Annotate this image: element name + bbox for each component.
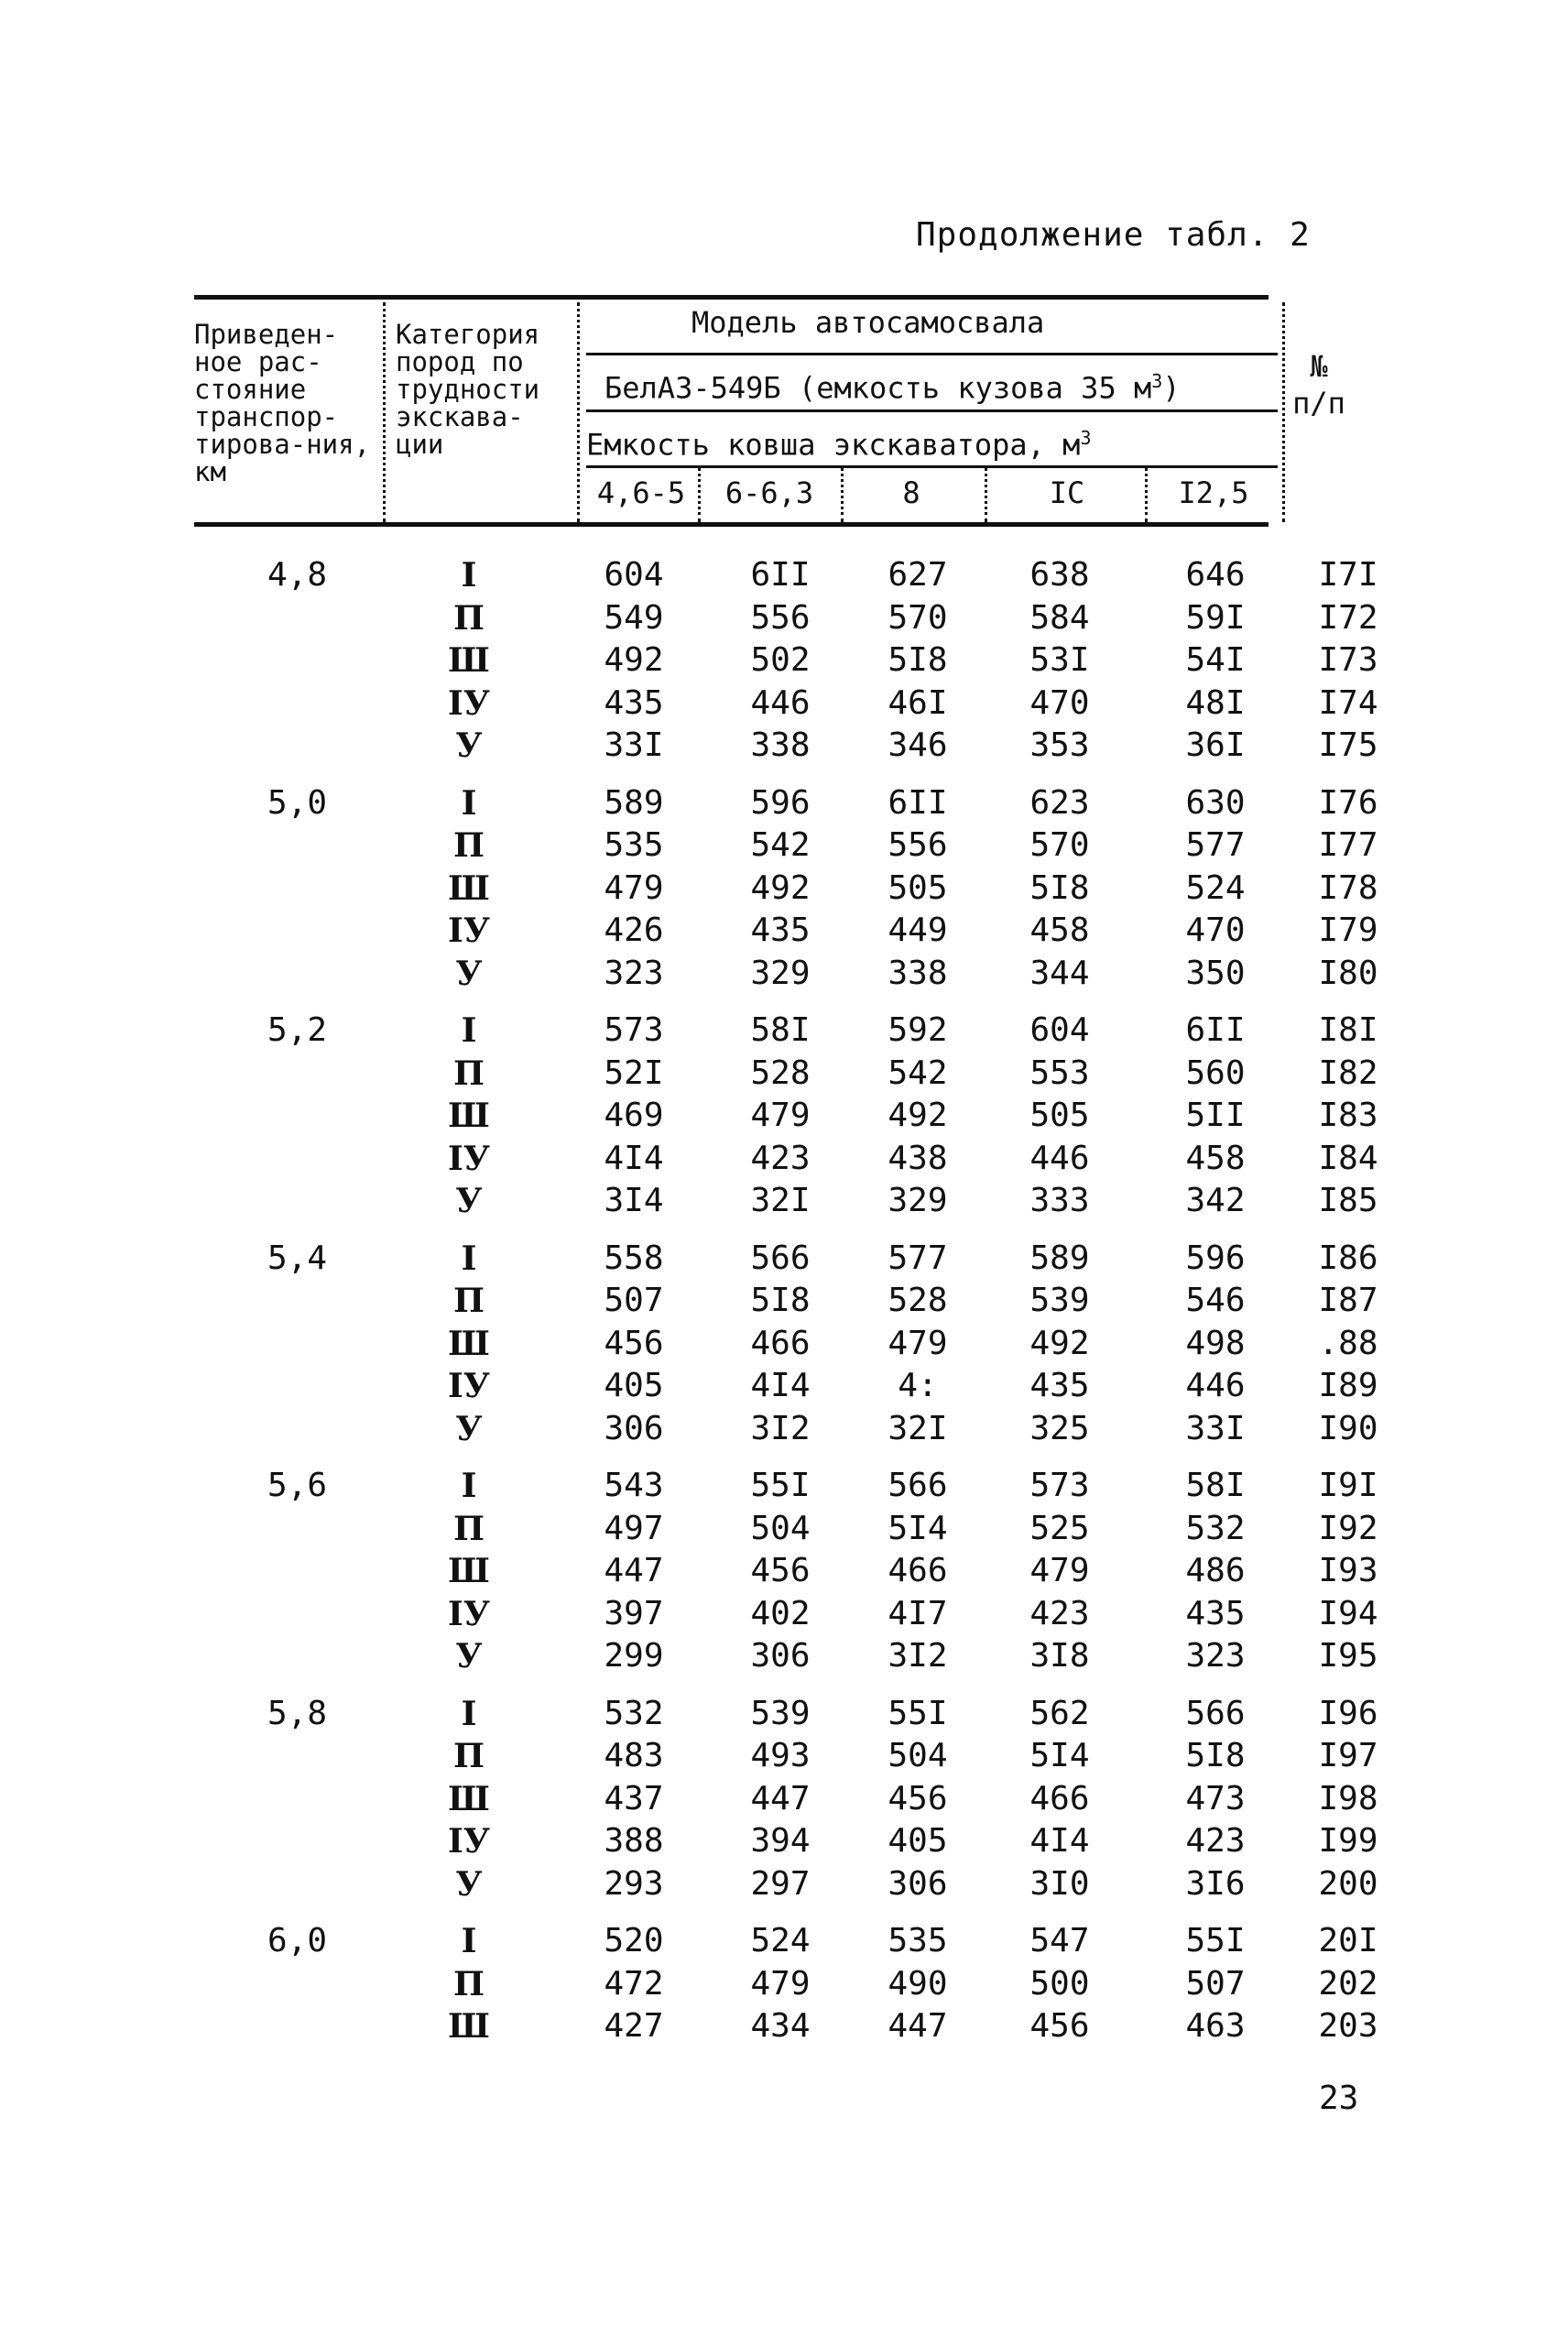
value-cell: 437: [604, 1779, 664, 1817]
rock-category: I: [461, 1467, 477, 1505]
value-cell: 560: [1185, 1053, 1246, 1092]
value-cell: 497: [604, 1509, 664, 1547]
table-row: [194, 824, 1378, 867]
value-cell: 596: [750, 783, 811, 822]
value-cell: 502: [750, 641, 811, 679]
row-number: 20I: [1318, 1922, 1378, 1959]
value-cell: 562: [1029, 1694, 1090, 1732]
value-cell: 427: [604, 2007, 664, 2045]
value-cell: 434: [750, 2007, 811, 2045]
rock-category: П: [453, 1964, 485, 2003]
value-cell: 447: [604, 1552, 664, 1589]
row-number: I93: [1318, 1552, 1378, 1589]
rock-category: I: [461, 1694, 477, 1733]
table-row: [194, 782, 1378, 824]
value-cell: 570: [1029, 826, 1090, 864]
value-cell: 524: [750, 1922, 811, 1959]
value-cell: 498: [1185, 1324, 1246, 1362]
rock-category: IУ: [447, 683, 491, 723]
value-cell: 638: [1029, 556, 1090, 594]
value-cell: 504: [887, 1737, 948, 1774]
value-cell: 577: [1185, 826, 1246, 864]
row-number: I89: [1318, 1367, 1378, 1404]
row-number: I72: [1318, 598, 1378, 637]
value-cell: 466: [750, 1324, 811, 1362]
row-number: I8I: [1318, 1011, 1378, 1049]
value-cell: 4I4: [750, 1367, 811, 1404]
value-cell: 532: [1185, 1509, 1246, 1547]
header-rule: [586, 465, 1278, 468]
value-cell: 3I4: [604, 1182, 664, 1219]
value-cell: 3I2: [750, 1409, 811, 1447]
value-cell: 627: [887, 556, 948, 594]
value-cell: 470: [1029, 683, 1090, 722]
value-cell: 33I: [604, 726, 664, 764]
value-cell: 546: [1185, 1282, 1246, 1319]
value-cell: 5I8: [1029, 868, 1090, 907]
value-cell: 346: [887, 726, 948, 764]
table-row: [194, 1863, 1378, 1905]
header-category: Категория пород по трудности экскава-ции: [396, 319, 540, 460]
distance-value: 5,4: [267, 1239, 328, 1277]
value-cell: 505: [887, 868, 948, 907]
header-divider: [383, 302, 386, 522]
value-cell: 466: [887, 1552, 948, 1589]
value-cell: 5I4: [1029, 1737, 1090, 1774]
row-number: I92: [1318, 1509, 1378, 1547]
value-cell: 566: [887, 1467, 948, 1504]
value-cell: 32I: [750, 1182, 811, 1219]
header-truck: БелАЗ-549Б (емкость кузова 35 $м^3$): [604, 370, 1181, 406]
value-cell: 469: [604, 1097, 664, 1134]
rock-category: Ш: [448, 1779, 490, 1818]
table-row: [194, 1635, 1378, 1677]
value-cell: 48I: [1185, 683, 1246, 722]
value-cell: 492: [604, 641, 664, 679]
value-cell: 577: [887, 1239, 948, 1277]
rock-category: I: [461, 1922, 477, 1960]
value-cell: 535: [887, 1922, 948, 1959]
value-cell: 532: [604, 1694, 664, 1732]
row-number: I75: [1318, 726, 1378, 764]
header-divider: [698, 467, 701, 522]
header-distance: Приведен-ное рас-стояние транспор-тирова-ния, км: [194, 319, 371, 487]
row-number: I86: [1318, 1239, 1378, 1277]
value-cell: 479: [604, 868, 664, 907]
table-row: [194, 1735, 1378, 1777]
value-cell: 507: [1185, 1964, 1246, 2003]
value-cell: 58I: [1185, 1467, 1246, 1504]
row-number: I80: [1318, 954, 1378, 992]
header-col-5: I2,5: [1178, 475, 1249, 510]
rock-category: IУ: [447, 911, 491, 950]
header-model: Модель автосамосвала: [691, 305, 1045, 340]
value-cell: 504: [750, 1509, 811, 1547]
table-row: [194, 1778, 1378, 1820]
value-cell: 589: [1029, 1239, 1090, 1277]
value-cell: 473: [1185, 1779, 1246, 1817]
rock-category: У: [455, 1637, 483, 1676]
rock-category: П: [453, 1053, 485, 1093]
value-cell: 463: [1185, 2007, 1246, 2045]
rock-category: У: [455, 1409, 483, 1448]
table-row: [194, 868, 1378, 910]
header-col-3: 8: [902, 475, 920, 510]
value-cell: 59I: [1185, 598, 1246, 637]
header-divider: [1145, 467, 1148, 522]
value-cell: 5I8: [750, 1282, 811, 1319]
value-cell: 4I7: [887, 1594, 948, 1632]
value-cell: 58I: [750, 1011, 811, 1049]
table-row: [194, 725, 1378, 767]
value-cell: 405: [887, 1822, 948, 1860]
value-cell: 535: [604, 826, 664, 864]
table-row: [194, 1180, 1378, 1222]
header-rule: [586, 409, 1278, 412]
row-number: .88: [1318, 1324, 1378, 1362]
value-cell: 525: [1029, 1509, 1090, 1547]
value-cell: 570: [887, 598, 948, 637]
value-cell: 446: [1185, 1367, 1246, 1404]
table-row: [194, 1010, 1378, 1052]
rock-category: П: [453, 826, 485, 865]
value-cell: 458: [1029, 911, 1090, 949]
value-cell: 293: [604, 1864, 664, 1903]
rock-category: IУ: [447, 1822, 491, 1861]
table-row: [194, 1095, 1378, 1137]
value-cell: 344: [1029, 954, 1090, 992]
row-number: I90: [1318, 1409, 1378, 1447]
row-number: I98: [1318, 1779, 1378, 1817]
value-cell: 479: [1029, 1552, 1090, 1589]
value-cell: 5I8: [1185, 1737, 1246, 1774]
header-divider: [1282, 302, 1285, 522]
header-divider: [985, 467, 987, 522]
rock-category: У: [455, 954, 483, 993]
header-number: № п/п: [1292, 349, 1345, 420]
value-cell: 325: [1029, 1409, 1090, 1447]
value-cell: 458: [1185, 1139, 1246, 1177]
row-number: I94: [1318, 1594, 1378, 1632]
row-number: I73: [1318, 641, 1378, 679]
value-cell: 573: [604, 1011, 664, 1049]
header-bucket: Емкость ковша экскаватора, $м^3$: [586, 427, 1092, 463]
value-cell: 479: [887, 1324, 948, 1362]
value-cell: 539: [1029, 1282, 1090, 1319]
value-cell: 456: [887, 1779, 948, 1817]
row-number: I82: [1318, 1053, 1378, 1092]
table-caption: Продолжение табл. 2: [916, 216, 1311, 254]
value-cell: 4:: [898, 1367, 938, 1404]
rock-category: Ш: [448, 1552, 490, 1590]
value-cell: 353: [1029, 726, 1090, 764]
rock-category: У: [455, 1182, 483, 1220]
value-cell: 306: [750, 1637, 811, 1675]
value-cell: 528: [887, 1282, 948, 1319]
rock-category: П: [453, 1737, 485, 1775]
value-cell: 338: [750, 726, 811, 764]
page-number: 23: [1319, 2079, 1359, 2117]
rock-category: I: [461, 1011, 477, 1050]
value-cell: 556: [887, 826, 948, 864]
value-cell: 423: [1185, 1822, 1246, 1860]
value-cell: 306: [887, 1864, 948, 1903]
value-cell: 479: [750, 1964, 811, 2003]
table-header-rule: [194, 522, 1269, 527]
row-number: I87: [1318, 1282, 1378, 1319]
rock-category: У: [455, 726, 483, 765]
distance-value: 5,6: [267, 1467, 328, 1504]
rock-category: I: [461, 556, 477, 595]
table-row: [194, 1323, 1378, 1365]
row-number: 200: [1318, 1864, 1378, 1903]
table-row: [194, 1238, 1378, 1280]
value-cell: 435: [1185, 1594, 1246, 1632]
rock-category: Ш: [448, 1097, 490, 1135]
row-number: I9I: [1318, 1467, 1378, 1504]
value-cell: 592: [887, 1011, 948, 1049]
value-cell: 553: [1029, 1053, 1090, 1092]
value-cell: 604: [604, 556, 664, 594]
value-cell: 342: [1185, 1182, 1246, 1219]
value-cell: 333: [1029, 1182, 1090, 1219]
table-row: [194, 1593, 1378, 1635]
value-cell: 46I: [887, 683, 948, 722]
value-cell: 297: [750, 1864, 811, 1903]
header-rule: [586, 353, 1278, 355]
table-row: [194, 639, 1378, 682]
row-number: 203: [1318, 2007, 1378, 2045]
value-cell: 542: [887, 1053, 948, 1092]
value-cell: 483: [604, 1737, 664, 1774]
value-cell: 456: [750, 1552, 811, 1589]
value-cell: 435: [750, 911, 811, 949]
table-row: [194, 597, 1378, 639]
value-cell: 388: [604, 1822, 664, 1860]
value-cell: 604: [1029, 1011, 1090, 1049]
row-number: I74: [1318, 683, 1378, 722]
value-cell: 397: [604, 1594, 664, 1632]
rock-category: П: [453, 598, 485, 638]
header-col-2: 6-6,3: [724, 475, 814, 510]
value-cell: 4I4: [1029, 1822, 1090, 1860]
distance-value: 4,8: [267, 556, 328, 594]
value-cell: 493: [750, 1737, 811, 1774]
value-cell: 423: [1029, 1594, 1090, 1632]
table-row: [194, 1963, 1378, 2005]
table-row: [194, 1508, 1378, 1550]
row-number: I83: [1318, 1097, 1378, 1134]
value-cell: 435: [604, 683, 664, 722]
table-row: [194, 1820, 1378, 1862]
value-cell: 447: [887, 2007, 948, 2045]
rock-category: IУ: [447, 1139, 491, 1178]
value-cell: 55I: [750, 1467, 811, 1504]
value-cell: 329: [887, 1182, 948, 1219]
value-cell: 646: [1185, 556, 1246, 594]
value-cell: 36I: [1185, 726, 1246, 764]
distance-value: 5,2: [267, 1011, 328, 1049]
table-row: [194, 1408, 1378, 1450]
header-divider: [577, 302, 580, 522]
value-cell: 623: [1029, 783, 1090, 822]
rock-category: I: [461, 1239, 477, 1278]
value-cell: 492: [887, 1097, 948, 1134]
table-row: [194, 1465, 1378, 1507]
value-cell: 299: [604, 1637, 664, 1675]
rock-category: Ш: [448, 2007, 490, 2046]
value-cell: 500: [1029, 1964, 1090, 2003]
row-number: I79: [1318, 911, 1378, 949]
table-row: [194, 1365, 1378, 1407]
table-row: [194, 1138, 1378, 1180]
header-divider: [841, 467, 844, 522]
value-cell: 528: [750, 1053, 811, 1092]
table-row: [194, 1920, 1378, 1962]
table-row: [194, 910, 1378, 952]
value-cell: 549: [604, 598, 664, 637]
value-cell: 426: [604, 911, 664, 949]
rock-category: Ш: [448, 1324, 490, 1363]
value-cell: 5II: [1185, 1097, 1246, 1134]
distance-value: 6,0: [267, 1922, 328, 1959]
row-number: I7I: [1318, 556, 1378, 594]
value-cell: 323: [1185, 1637, 1246, 1675]
value-cell: 558: [604, 1239, 664, 1277]
value-cell: 32I: [887, 1409, 948, 1447]
rock-category: Ш: [448, 868, 490, 908]
rock-category: П: [453, 1509, 485, 1548]
value-cell: 520: [604, 1922, 664, 1959]
value-cell: 492: [1029, 1324, 1090, 1362]
value-cell: 547: [1029, 1922, 1090, 1959]
table-top-rule: [194, 295, 1269, 300]
value-cell: 3I6: [1185, 1864, 1246, 1903]
row-number: I76: [1318, 783, 1378, 822]
value-cell: 33I: [1185, 1409, 1246, 1447]
value-cell: 323: [604, 954, 664, 992]
row-number: I84: [1318, 1139, 1378, 1177]
value-cell: 492: [750, 868, 811, 907]
row-number: I78: [1318, 868, 1378, 907]
value-cell: 54I: [1185, 641, 1246, 679]
row-number: I95: [1318, 1637, 1378, 1675]
value-cell: 630: [1185, 783, 1246, 822]
value-cell: 456: [1029, 2007, 1090, 2045]
table-row: [194, 1693, 1378, 1735]
row-number: I77: [1318, 826, 1378, 864]
value-cell: 543: [604, 1467, 664, 1504]
rock-category: П: [453, 1282, 485, 1320]
rock-category: IУ: [447, 1594, 491, 1633]
value-cell: 6II: [1185, 1011, 1246, 1049]
table-row: [194, 953, 1378, 995]
value-cell: 3I8: [1029, 1637, 1090, 1675]
value-cell: 402: [750, 1594, 811, 1632]
table-row: [194, 1053, 1378, 1095]
table-row: [194, 2005, 1378, 2047]
row-number: I97: [1318, 1737, 1378, 1774]
value-cell: 539: [750, 1694, 811, 1732]
value-cell: 338: [887, 954, 948, 992]
header-col-1: 4,6-5: [596, 475, 686, 510]
row-number: I96: [1318, 1694, 1378, 1732]
header-col-4: IC: [1049, 475, 1085, 510]
value-cell: 566: [1185, 1694, 1246, 1732]
value-cell: 449: [887, 911, 948, 949]
row-number: I99: [1318, 1822, 1378, 1860]
rock-category: Ш: [448, 641, 490, 680]
value-cell: 3I0: [1029, 1864, 1090, 1903]
value-cell: 3I2: [887, 1637, 948, 1675]
distance-value: 5,8: [267, 1694, 328, 1732]
value-cell: 456: [604, 1324, 664, 1362]
value-cell: 466: [1029, 1779, 1090, 1817]
value-cell: 405: [604, 1367, 664, 1404]
table-row: [194, 1280, 1378, 1322]
value-cell: 447: [750, 1779, 811, 1817]
value-cell: 524: [1185, 868, 1246, 907]
value-cell: 486: [1185, 1552, 1246, 1589]
value-cell: 507: [604, 1282, 664, 1319]
value-cell: 490: [887, 1964, 948, 2003]
value-cell: 589: [604, 783, 664, 822]
value-cell: 446: [750, 683, 811, 722]
value-cell: 470: [1185, 911, 1246, 949]
value-cell: 6II: [750, 556, 811, 594]
value-cell: 350: [1185, 954, 1246, 992]
value-cell: 566: [750, 1239, 811, 1277]
value-cell: 556: [750, 598, 811, 637]
value-cell: 584: [1029, 598, 1090, 637]
value-cell: 4I4: [604, 1139, 664, 1177]
value-cell: 542: [750, 826, 811, 864]
distance-value: 5,0: [267, 783, 328, 822]
row-number: 202: [1318, 1964, 1378, 2003]
value-cell: 472: [604, 1964, 664, 2003]
value-cell: 306: [604, 1409, 664, 1447]
value-cell: 53I: [1029, 641, 1090, 679]
value-cell: 596: [1185, 1239, 1246, 1277]
value-cell: 446: [1029, 1139, 1090, 1177]
rock-category: У: [455, 1864, 483, 1904]
table-row: [194, 1550, 1378, 1592]
table-row: [194, 682, 1378, 725]
rock-category: I: [461, 783, 477, 823]
value-cell: 329: [750, 954, 811, 992]
value-cell: 6II: [887, 783, 948, 822]
value-cell: 5I8: [887, 641, 948, 679]
value-cell: 52I: [604, 1053, 664, 1092]
value-cell: 573: [1029, 1467, 1090, 1504]
value-cell: 394: [750, 1822, 811, 1860]
value-cell: 55I: [1185, 1922, 1246, 1959]
rock-category: IУ: [447, 1367, 491, 1405]
value-cell: 479: [750, 1097, 811, 1134]
value-cell: 55I: [887, 1694, 948, 1732]
row-number: I85: [1318, 1182, 1378, 1219]
value-cell: 5I4: [887, 1509, 948, 1547]
table-row: [194, 554, 1378, 596]
value-cell: 438: [887, 1139, 948, 1177]
value-cell: 423: [750, 1139, 811, 1177]
value-cell: 505: [1029, 1097, 1090, 1134]
value-cell: 435: [1029, 1367, 1090, 1404]
